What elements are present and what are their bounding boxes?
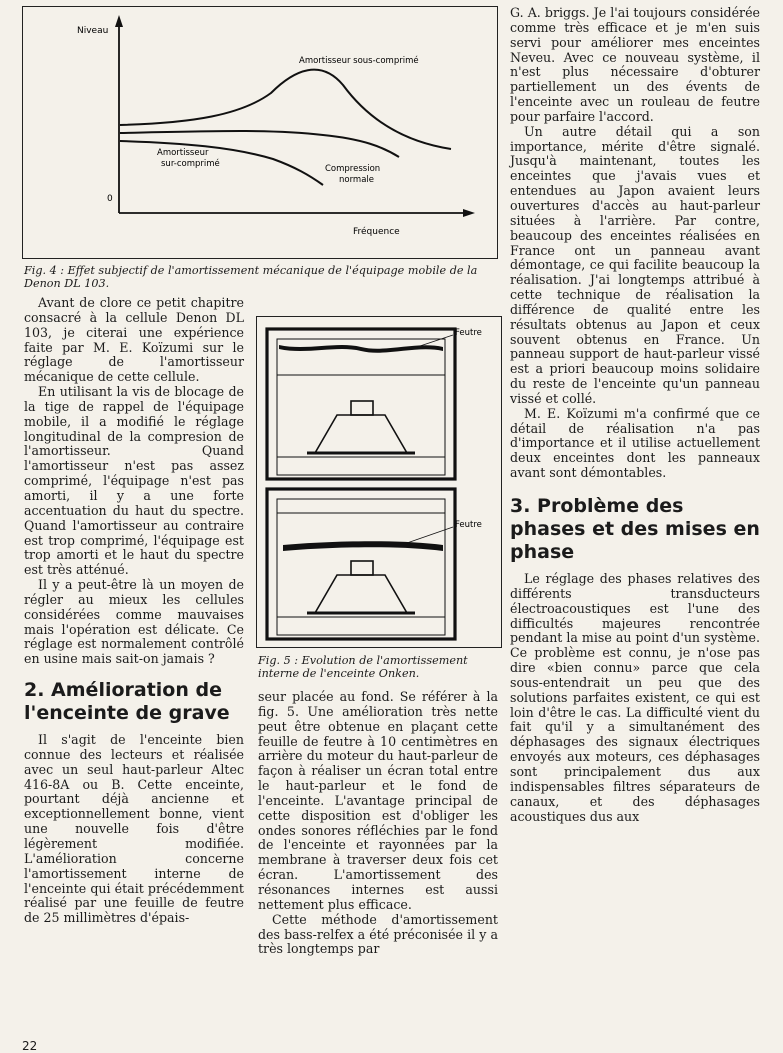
col2-paragraph-1: seur placée au fond. Se référer à la fig. 5. Une amélioration très nette peut être obtenue en plaçant cette feuille de feutre à 10 centimètres en arrière du moteur du haut-parleur de façon à réaliser un écran total entre le haut-parleur et le fond de l'enceinte. L'avantage principal de cette disposition est d'obliger les ondes sonores réfléchies par le fond de l'enceinte et rayonnées par la membrane à traverser deux fois cet écran. L'amortissement des résonances internes est aussi nettement plus efficace. <box>258 689 498 912</box>
y-axis-label: Niveau <box>77 26 109 36</box>
curve-normal-label-1: Compression <box>325 164 381 174</box>
curve-over-compressed <box>120 141 323 185</box>
felt-label-bottom: Feutre <box>455 520 482 530</box>
col3-paragraph-4: Le réglage des phases relatives des différents transducteurs électroacoustiques est l'une des difficultés majeures rencontrée pendant la mise au point d'un système. Ce problème est connu, je n'ose pas dire «bien connu» parce que cela sous-entendrait un peu que des solutions parfaites existent, ce qui est loin d'être le cas. La difficulté vient du fait qu'il y a simultanément des déphasages des signaux électriques envoyés aux moteurs, ces déphasages sont principalement dus aux indispensables filtres séparateurs de canaux, et des déphasages acoustiques dus aux <box>510 571 760 824</box>
figure-4 <box>22 6 498 259</box>
col1-paragraph-2: En utilisant la vis de blocage de la tige de rappel de l'équipage mobile, il a modifié le réglage longitudinal de la compresion de l'amortisseur. Quand l'amortisseur n'est pas assez comprimé, l'équipage n'est pas amorti, il y a une forte accentuation du haut du spectre. Quand l'amortisseur au contraire est trop comprimé, l'équipage est trop amorti et le haut du spectre est très atténué. <box>24 384 244 578</box>
y-axis-arrow <box>115 15 123 27</box>
origin-label: 0 <box>107 194 113 204</box>
figure-5-drawing <box>257 317 501 647</box>
col1-paragraph-4: Il s'agit de l'enceinte bien connue des lecteurs et réalisée avec un seul haut-parleur Altec 416-8A ou B. Cette enceinte, pourtant déjà ancienne et exceptionnellement bonne, vient une nouvelle fois d'être légèrement modifiée. L'amélioration concerne l'amortissement interne de l'enceinte qui était précédemment réalisé par une feuille de feutre de 25 millimètres d'épais- <box>24 732 244 926</box>
cabinet-after <box>267 489 455 639</box>
curve-under-compressed <box>120 70 451 149</box>
x-axis-arrow <box>463 209 475 217</box>
section-3-heading: 3. Problème des phases et des mises en phase <box>510 495 760 563</box>
col3-paragraph-3: M. E. Koïzumi m'a confirmé que ce détail de réalisation n'a pas d'importance et il utilise actuellement deux enceintes dont les panneaux avant sont démontables. <box>510 405 760 481</box>
felt-middle <box>283 541 443 551</box>
page-number: 22 <box>22 1039 38 1053</box>
col1-paragraph-1: Avant de clore ce petit chapitre consacré à la cellule Denon DL 103, je citerai une expérience faite par M. E. Koïzumi sur le réglage de l'amortisseur mécanique de cette cellule. <box>24 295 244 385</box>
figure-4-graph <box>23 7 497 258</box>
figure-5 <box>256 316 502 648</box>
curve-under-label: Amortisseur sous-comprimé <box>299 56 419 66</box>
column-1 <box>24 296 244 926</box>
curve-normal-label-2: normale <box>339 175 375 185</box>
col3-paragraph-1: G. A. briggs. Je l'ai toujours considérée comme très efficace et je m'en suis servi pour améliorer mes enceintes Neveu. Avec ce nouveau système, il n'est plus nécessaire d'obturer partiellement un des évents de l'enceinte avec un rouleau de feutre pour parfaire l'accord. <box>510 5 760 124</box>
curve-over-label-1: Amortisseur <box>157 148 209 158</box>
figure-4-caption: Fig. 4 : Effet subjectif de l'amortissement mécanique de l'équipage mobile de la Denon DL 103. <box>24 264 478 290</box>
column-2 <box>258 690 498 957</box>
col2-paragraph-2: Cette méthode d'amortissement des bass-relfex a été préconisée il y a très longtemps par <box>258 911 498 957</box>
felt-label-top: Feutre <box>455 328 482 338</box>
section-2-heading: 2. Amélioration de l'enceinte de grave <box>24 679 230 725</box>
figure-5-caption: Fig. 5 : Evolution de l'amortissement interne de l'enceinte Onken. <box>258 654 468 680</box>
curve-over-label-2: sur-comprimé <box>161 159 220 169</box>
column-3 <box>510 6 760 824</box>
cabinet-before <box>267 329 455 479</box>
col1-paragraph-3: Il y a peut-être là un moyen de régler au mieux les cellules considérées comme mauvaises mais l'opération est délicate. Ce réglage est normalement contrôlé en usine mais sait-on jamais ? <box>24 577 244 667</box>
col3-paragraph-2: Un autre détail qui a son importance, mérite d'être signalé. Jusqu'à maintenant, toutes les enceintes que j'avais vues et entendues au Japon avaient leurs ouvertures d'accès au haut-parleur situées à l'arrière. Par contre, beaucoup des enceintes réalisées en France ont un panneau avant démontage, ce qui facilite beaucoup la réalisation. J'ai longtemps attribué à cette technique de réalisation la différence de qualité entre les résultats obtenus au Japon et ceux souvent obtenus en France. Un panneau support de haut-parleur vissé est a priori beaucoup moins solidaire du reste de l'enceinte qu'un panneau vissé et collé. <box>510 123 760 406</box>
x-axis-label: Fréquence <box>353 227 400 237</box>
